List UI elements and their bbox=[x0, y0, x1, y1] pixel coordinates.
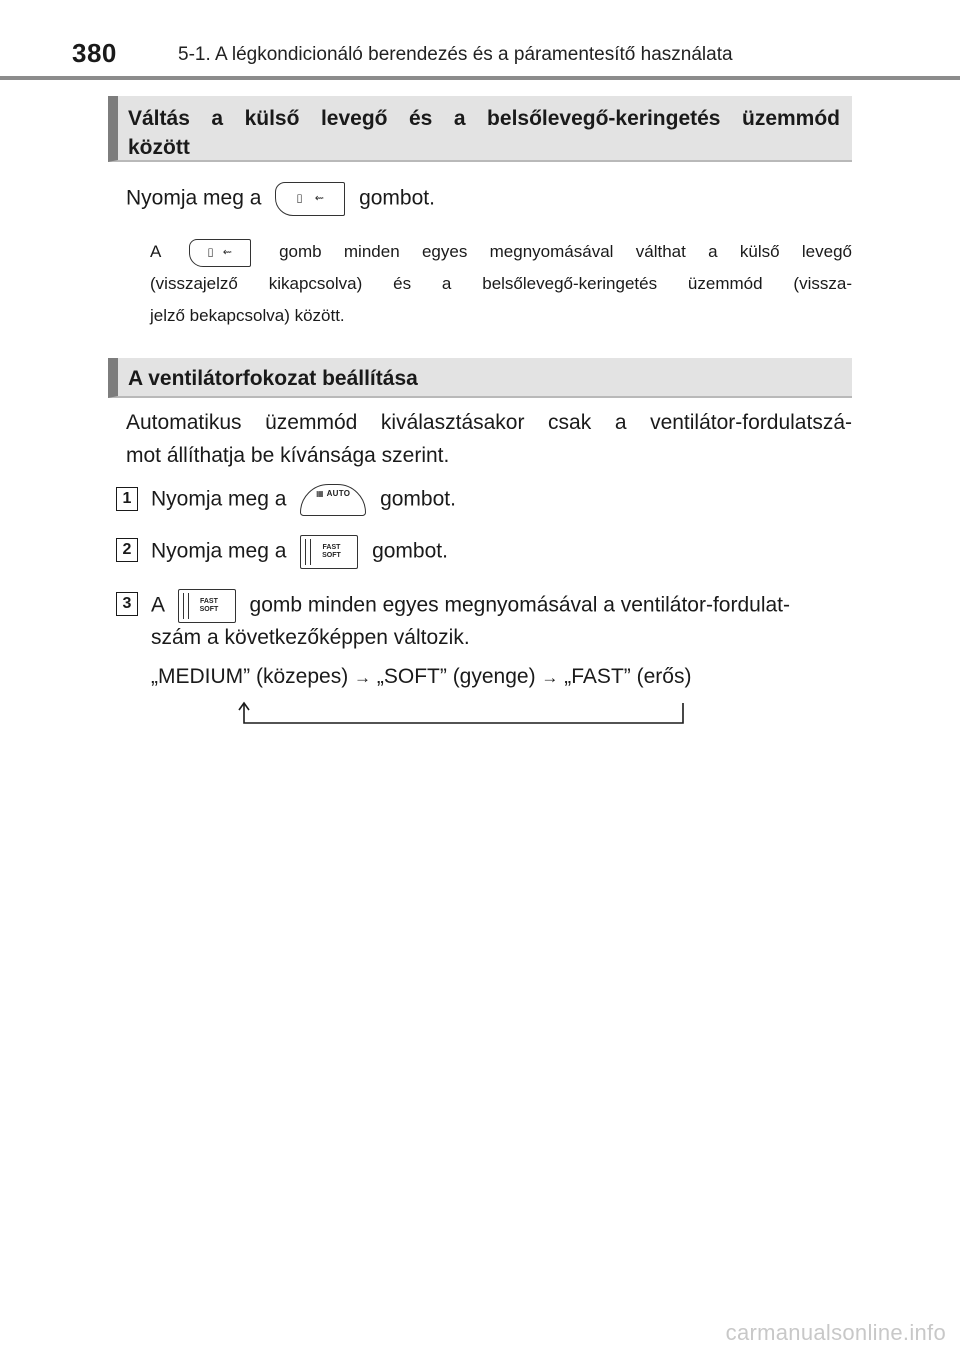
note-line-1 bbox=[150, 236, 852, 268]
air-recirculation-button-icon: ▯ ⇜ bbox=[275, 182, 345, 216]
chapter-title: 5-1. A légkondicionáló berendezés és a páramentesítő használata bbox=[178, 44, 733, 65]
soft-label: SOFT bbox=[322, 552, 341, 559]
note-line-2: (visszajelző kikapcsolva) és a belsőlevegő-keringetés üzemmód (vissza- bbox=[150, 274, 852, 293]
step-2-suffix: gombot. bbox=[372, 539, 448, 563]
step-number-3: 3 bbox=[116, 592, 138, 616]
cycle-soft: „SOFT” (gyenge) bbox=[376, 665, 536, 688]
soft-label: SOFT bbox=[199, 606, 219, 613]
note-line-1-start: A bbox=[150, 242, 161, 261]
step-1 bbox=[151, 484, 456, 516]
step-1-suffix: gombot. bbox=[380, 487, 456, 511]
intro-line-1: Automatikus üzemmód kiválasztásakor csak a ventilátor-fordulatszá- bbox=[126, 411, 852, 434]
cycle-fast: „FAST” (erős) bbox=[564, 665, 692, 688]
cycle-arrow-2: → bbox=[541, 668, 559, 687]
page-number: 380 bbox=[72, 38, 117, 68]
note-line-1-end: gomb minden egyes megnyomásával válthat a külső levegő bbox=[279, 242, 853, 261]
section-heading-line2: között bbox=[128, 136, 190, 159]
step-number-2: 2 bbox=[116, 538, 138, 562]
section-heading-line1: Váltás a külső levegő és a belsőlevegő-keringetés üzemmód bbox=[128, 107, 840, 130]
cycle-medium: „MEDIUM” (közepes) bbox=[151, 665, 349, 688]
step-number-1: 1 bbox=[116, 487, 138, 511]
auto-button-icon: ▦ AUTO bbox=[300, 484, 366, 516]
step-1-prefix: Nyomja meg a bbox=[151, 487, 287, 511]
cycle-arrow-1: → bbox=[354, 668, 372, 687]
fan-speed-cycle bbox=[151, 662, 691, 693]
fan-speed-button-icon bbox=[300, 535, 358, 569]
fast-label: FAST bbox=[322, 544, 341, 551]
step-2-prefix: Nyomja meg a bbox=[151, 539, 287, 563]
section-heading-fan-speed: A ventilátorfokozat beállítása bbox=[108, 358, 852, 398]
instruction-suffix: gombot. bbox=[359, 186, 435, 210]
intro-paragraph bbox=[126, 406, 852, 472]
fan-speed-button-icon bbox=[178, 589, 236, 623]
cycle-return-arrow-icon bbox=[238, 700, 688, 732]
note-air-intake bbox=[150, 236, 852, 332]
note-line-3: jelző bekapcsolva) között. bbox=[150, 306, 345, 325]
step-2 bbox=[151, 535, 448, 569]
instruction-prefix: Nyomja meg a bbox=[126, 186, 262, 210]
fast-label: FAST bbox=[199, 598, 218, 605]
step-3-suffix: gomb minden egyes megnyomásával a ventilátor-fordulat- bbox=[249, 593, 790, 617]
intro-line-2: mot állíthatja be kívánsága szerint. bbox=[126, 444, 450, 467]
section-heading-air-intake bbox=[108, 96, 852, 162]
step-3-prefix: A bbox=[151, 593, 164, 617]
header-rule bbox=[0, 76, 960, 80]
air-recirculation-button-icon: ▯ ⇜ bbox=[189, 239, 251, 267]
auto-button-label: AUTO bbox=[326, 489, 351, 498]
watermark: carmanualsonline.info bbox=[725, 1320, 946, 1345]
step-3-line-2: szám a következőképpen változik. bbox=[151, 626, 470, 649]
step-3 bbox=[151, 589, 790, 623]
instruction-air-intake bbox=[126, 182, 435, 216]
